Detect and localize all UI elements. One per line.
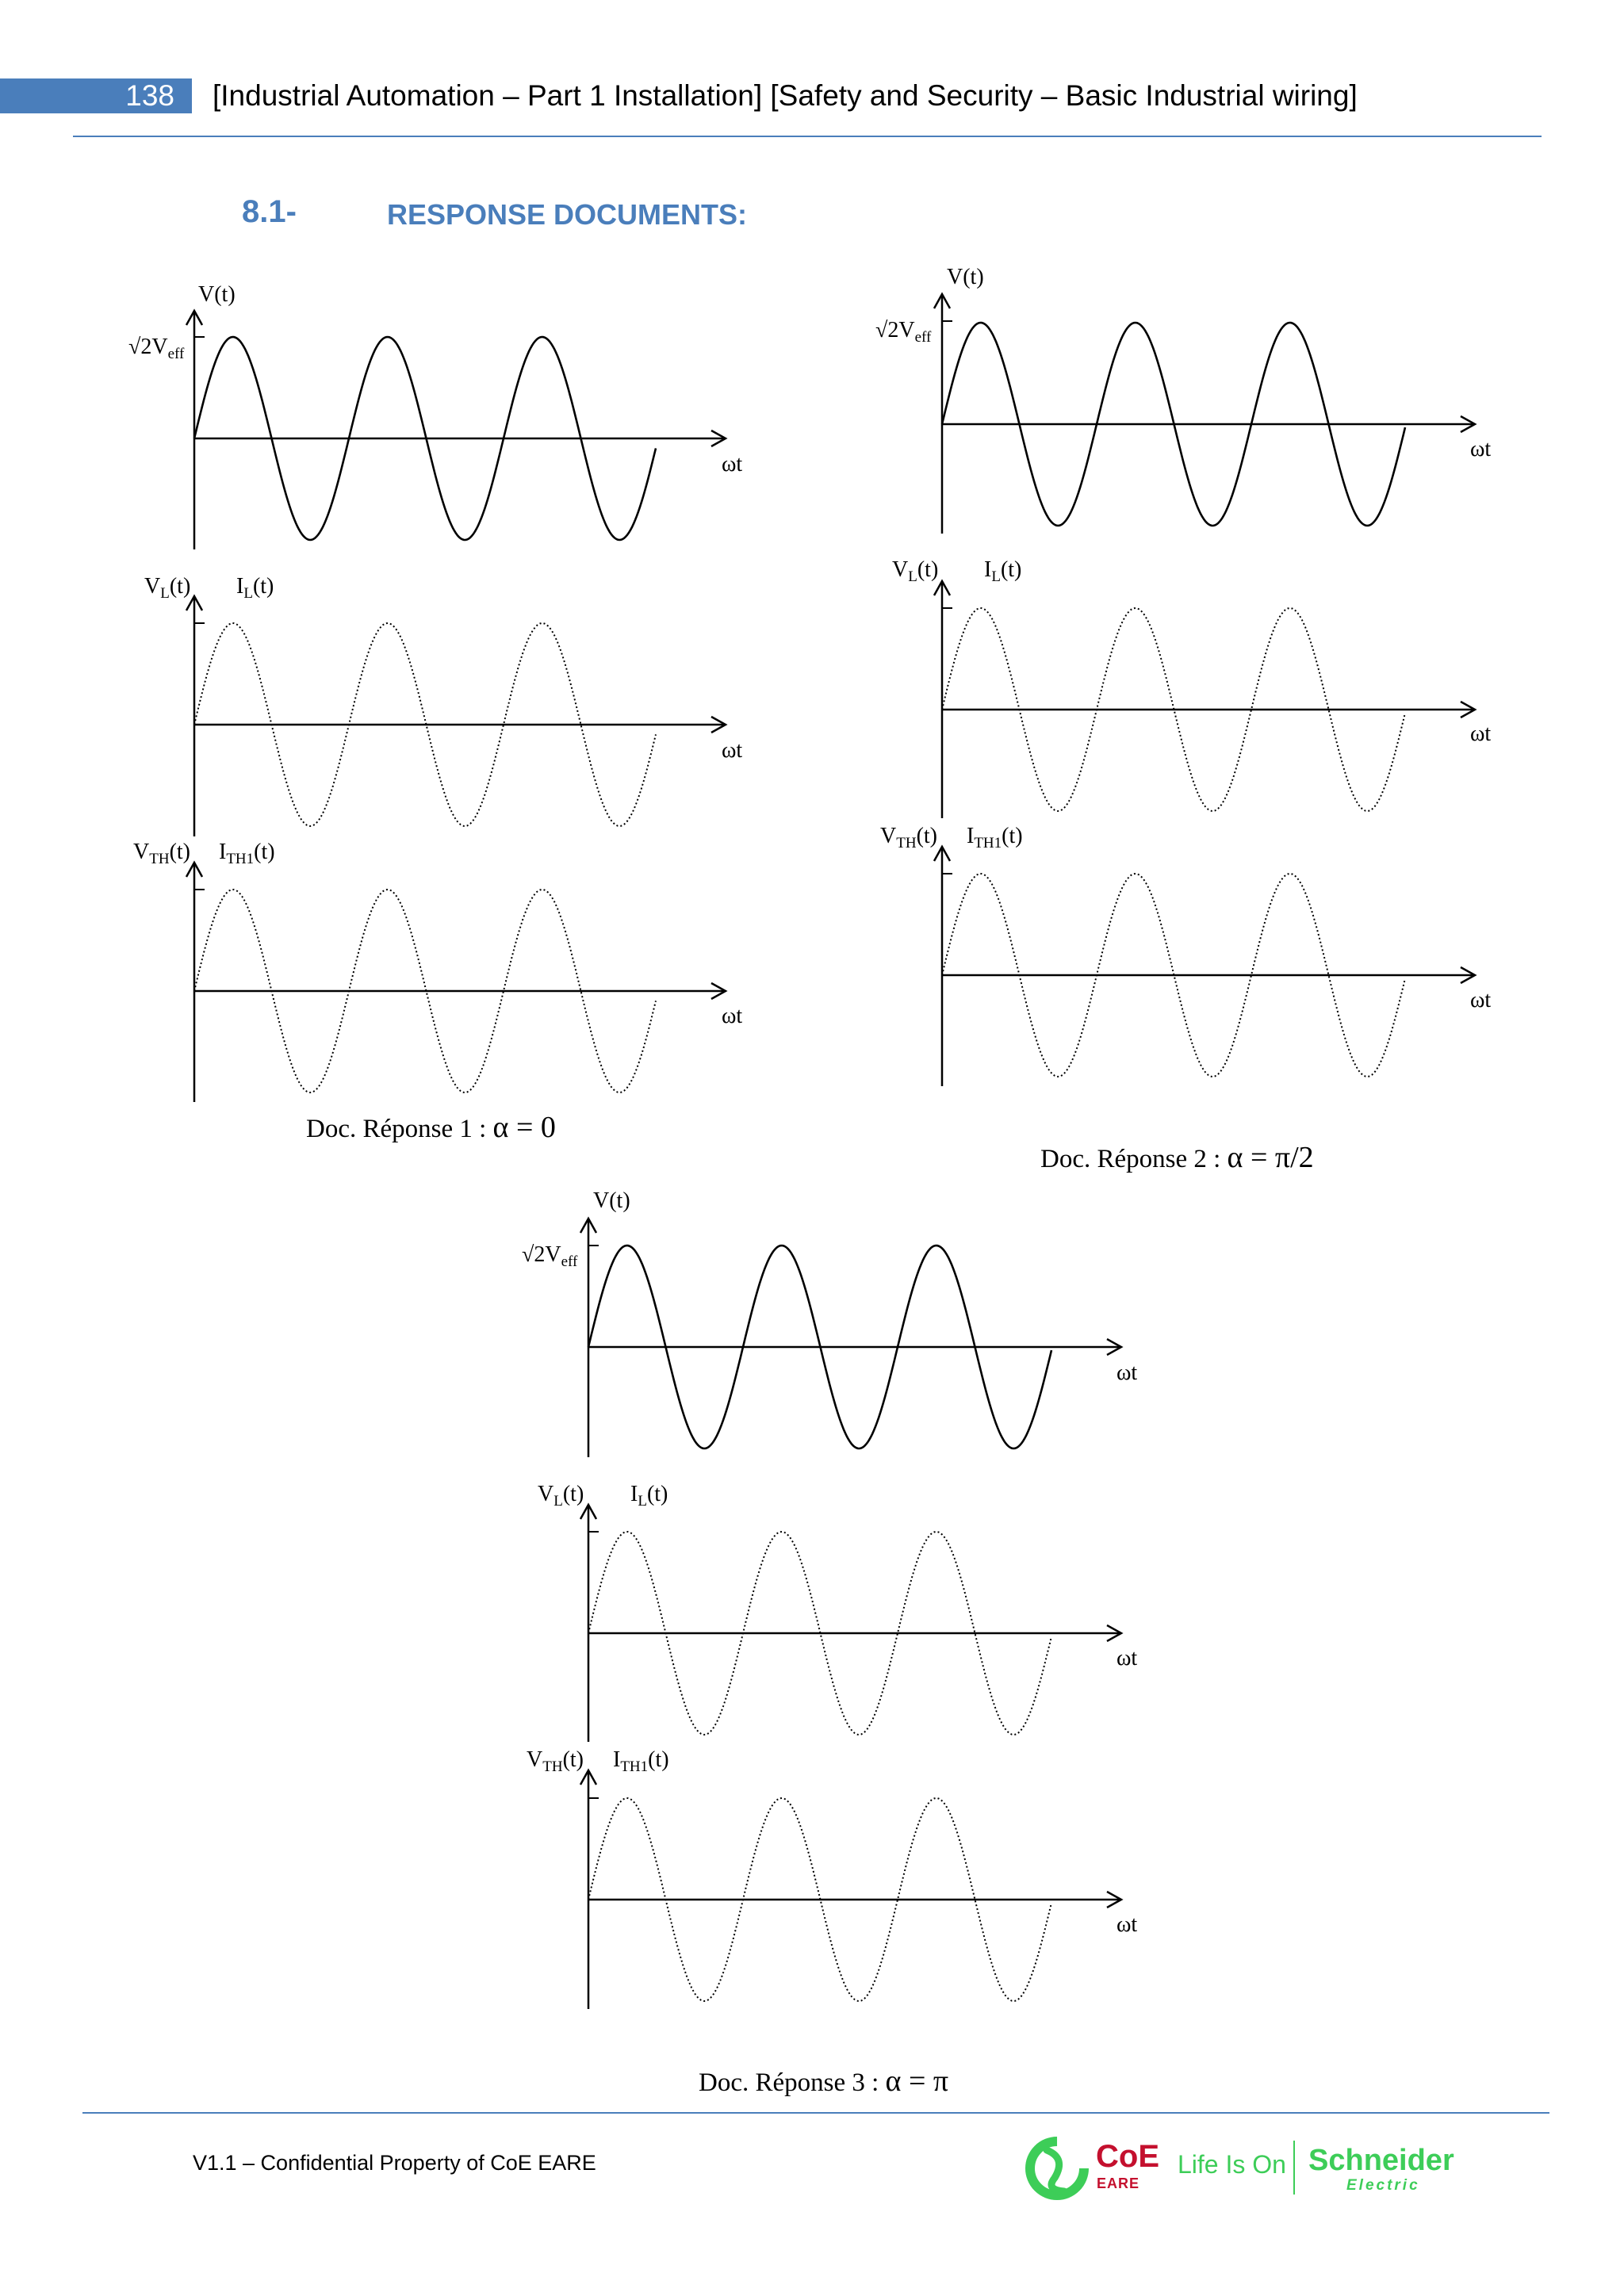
wt-label: ωt	[722, 738, 743, 763]
doc-response-3-caption	[699, 2064, 948, 2099]
section-number: 8.1-	[242, 194, 297, 229]
life-is-on-text: Life Is On	[1178, 2150, 1286, 2179]
y-axis-arrow	[934, 847, 950, 861]
vth-label: $V_{TH}(t)$	[880, 824, 937, 851]
v-axis-label: V(t)	[947, 265, 984, 289]
vl-label: $V_L(t)$	[892, 557, 939, 585]
vl-label: $V_L(t)$	[538, 1482, 584, 1510]
wt-label: ωt	[1470, 988, 1492, 1012]
wt-label: ωt	[722, 1004, 743, 1028]
load-waveform	[194, 623, 656, 826]
thyristor-graph-1	[133, 840, 742, 1102]
eare-logo-text: EARE	[1097, 2175, 1140, 2191]
header-title: [Industrial Automation – Part 1 Installation] [Safety and Security – Basic Industrial wiring]	[213, 79, 1358, 112]
caption-alpha: α = π	[885, 2064, 949, 2098]
wt-label: ωt	[1116, 1912, 1138, 1937]
ith-label: $I_{TH1}(t)$	[613, 1747, 669, 1775]
load-waveform	[588, 1532, 1051, 1735]
supply-voltage-waveform	[194, 337, 656, 540]
wt-label: ωt	[722, 452, 743, 476]
page-number: 138	[125, 79, 174, 112]
y-axis-arrow	[580, 1770, 596, 1785]
thyristor-waveform	[942, 874, 1405, 1077]
wt-label: ωt	[1116, 1360, 1138, 1385]
logo-divider	[1293, 2141, 1295, 2195]
wt-label: ωt	[1470, 721, 1492, 746]
x-axis-arrow	[1107, 1625, 1121, 1641]
caption-text: Doc. Réponse 3 :	[699, 2068, 886, 2097]
wt-label: ωt	[1116, 1646, 1138, 1670]
coe-logo-text: CoE	[1096, 2139, 1159, 2174]
thyristor-graph-3	[527, 1747, 1137, 2009]
vl-label: $V_L(t)$	[144, 574, 191, 602]
load-graph-2	[892, 557, 1491, 818]
vth-label: $V_{TH}(t)$	[133, 840, 190, 867]
caption-alpha: α = 0	[492, 1111, 556, 1144]
supply-voltage-graph-2	[875, 265, 1491, 534]
y-axis-arrow	[934, 294, 950, 308]
schneider-logo-text: Schneider	[1308, 2144, 1454, 2177]
ith-label: $I_{TH1}(t)$	[219, 840, 275, 867]
section-title: RESPONSE DOCUMENTS:	[387, 198, 748, 231]
x-axis-arrow	[1461, 967, 1475, 983]
supply-voltage-graph-3	[522, 1188, 1137, 1457]
il-label: $I_L(t)$	[984, 557, 1022, 585]
il-label: $I_L(t)$	[630, 1482, 668, 1510]
load-graph-1	[144, 574, 742, 836]
peak-label: $√2V_{eff}$	[128, 335, 185, 362]
coe-leaf-icon	[1023, 2134, 1091, 2202]
footer-text: V1.1 – Confidential Property of CoE EARE	[193, 2151, 596, 2175]
vth-label: $V_{TH}(t)$	[527, 1747, 584, 1775]
doc-response-2-caption	[1040, 1140, 1314, 1175]
x-axis-arrow	[1461, 416, 1475, 432]
x-axis-arrow	[711, 983, 726, 999]
x-axis-arrow	[1107, 1339, 1121, 1355]
y-axis-arrow	[934, 581, 950, 595]
y-axis-arrow	[580, 1505, 596, 1519]
x-axis-arrow	[711, 430, 726, 446]
electric-logo-text: Electric	[1346, 2177, 1420, 2194]
ith-label: $I_{TH1}(t)$	[967, 824, 1023, 851]
doc-response-1-caption	[306, 1110, 556, 1145]
y-axis-arrow	[186, 311, 202, 325]
supply-voltage-waveform	[942, 323, 1405, 526]
peak-label: $√2V_{eff}$	[522, 1242, 578, 1270]
v-axis-label: V(t)	[593, 1188, 630, 1213]
header-rule	[73, 136, 1542, 137]
caption-alpha: α = π/2	[1227, 1141, 1314, 1174]
supply-voltage-graph-1	[128, 282, 742, 549]
load-waveform	[942, 608, 1405, 811]
page-number-badge	[0, 78, 192, 113]
x-axis-arrow	[1461, 702, 1475, 718]
supply-voltage-waveform	[588, 1246, 1051, 1448]
peak-label: $√2V_{eff}$	[875, 318, 932, 346]
y-axis-arrow	[186, 596, 202, 610]
il-label: $I_L(t)$	[236, 574, 274, 602]
footer-rule	[82, 2112, 1549, 2114]
thyristor-waveform	[588, 1798, 1051, 2001]
x-axis-arrow	[711, 717, 726, 733]
caption-text: Doc. Réponse 1 :	[306, 1115, 493, 1143]
footer-logos	[1023, 2133, 1467, 2204]
y-axis-arrow	[186, 863, 202, 877]
v-axis-label: V(t)	[198, 282, 236, 307]
load-graph-3	[538, 950, 1137, 1742]
y-axis-arrow	[580, 1219, 596, 1233]
x-axis-arrow	[1107, 1892, 1121, 1908]
caption-text: Doc. Réponse 2 :	[1040, 1145, 1228, 1173]
thyristor-graph-2	[880, 824, 1491, 1086]
wt-label: ωt	[1470, 437, 1492, 461]
thyristor-waveform	[194, 890, 656, 1093]
